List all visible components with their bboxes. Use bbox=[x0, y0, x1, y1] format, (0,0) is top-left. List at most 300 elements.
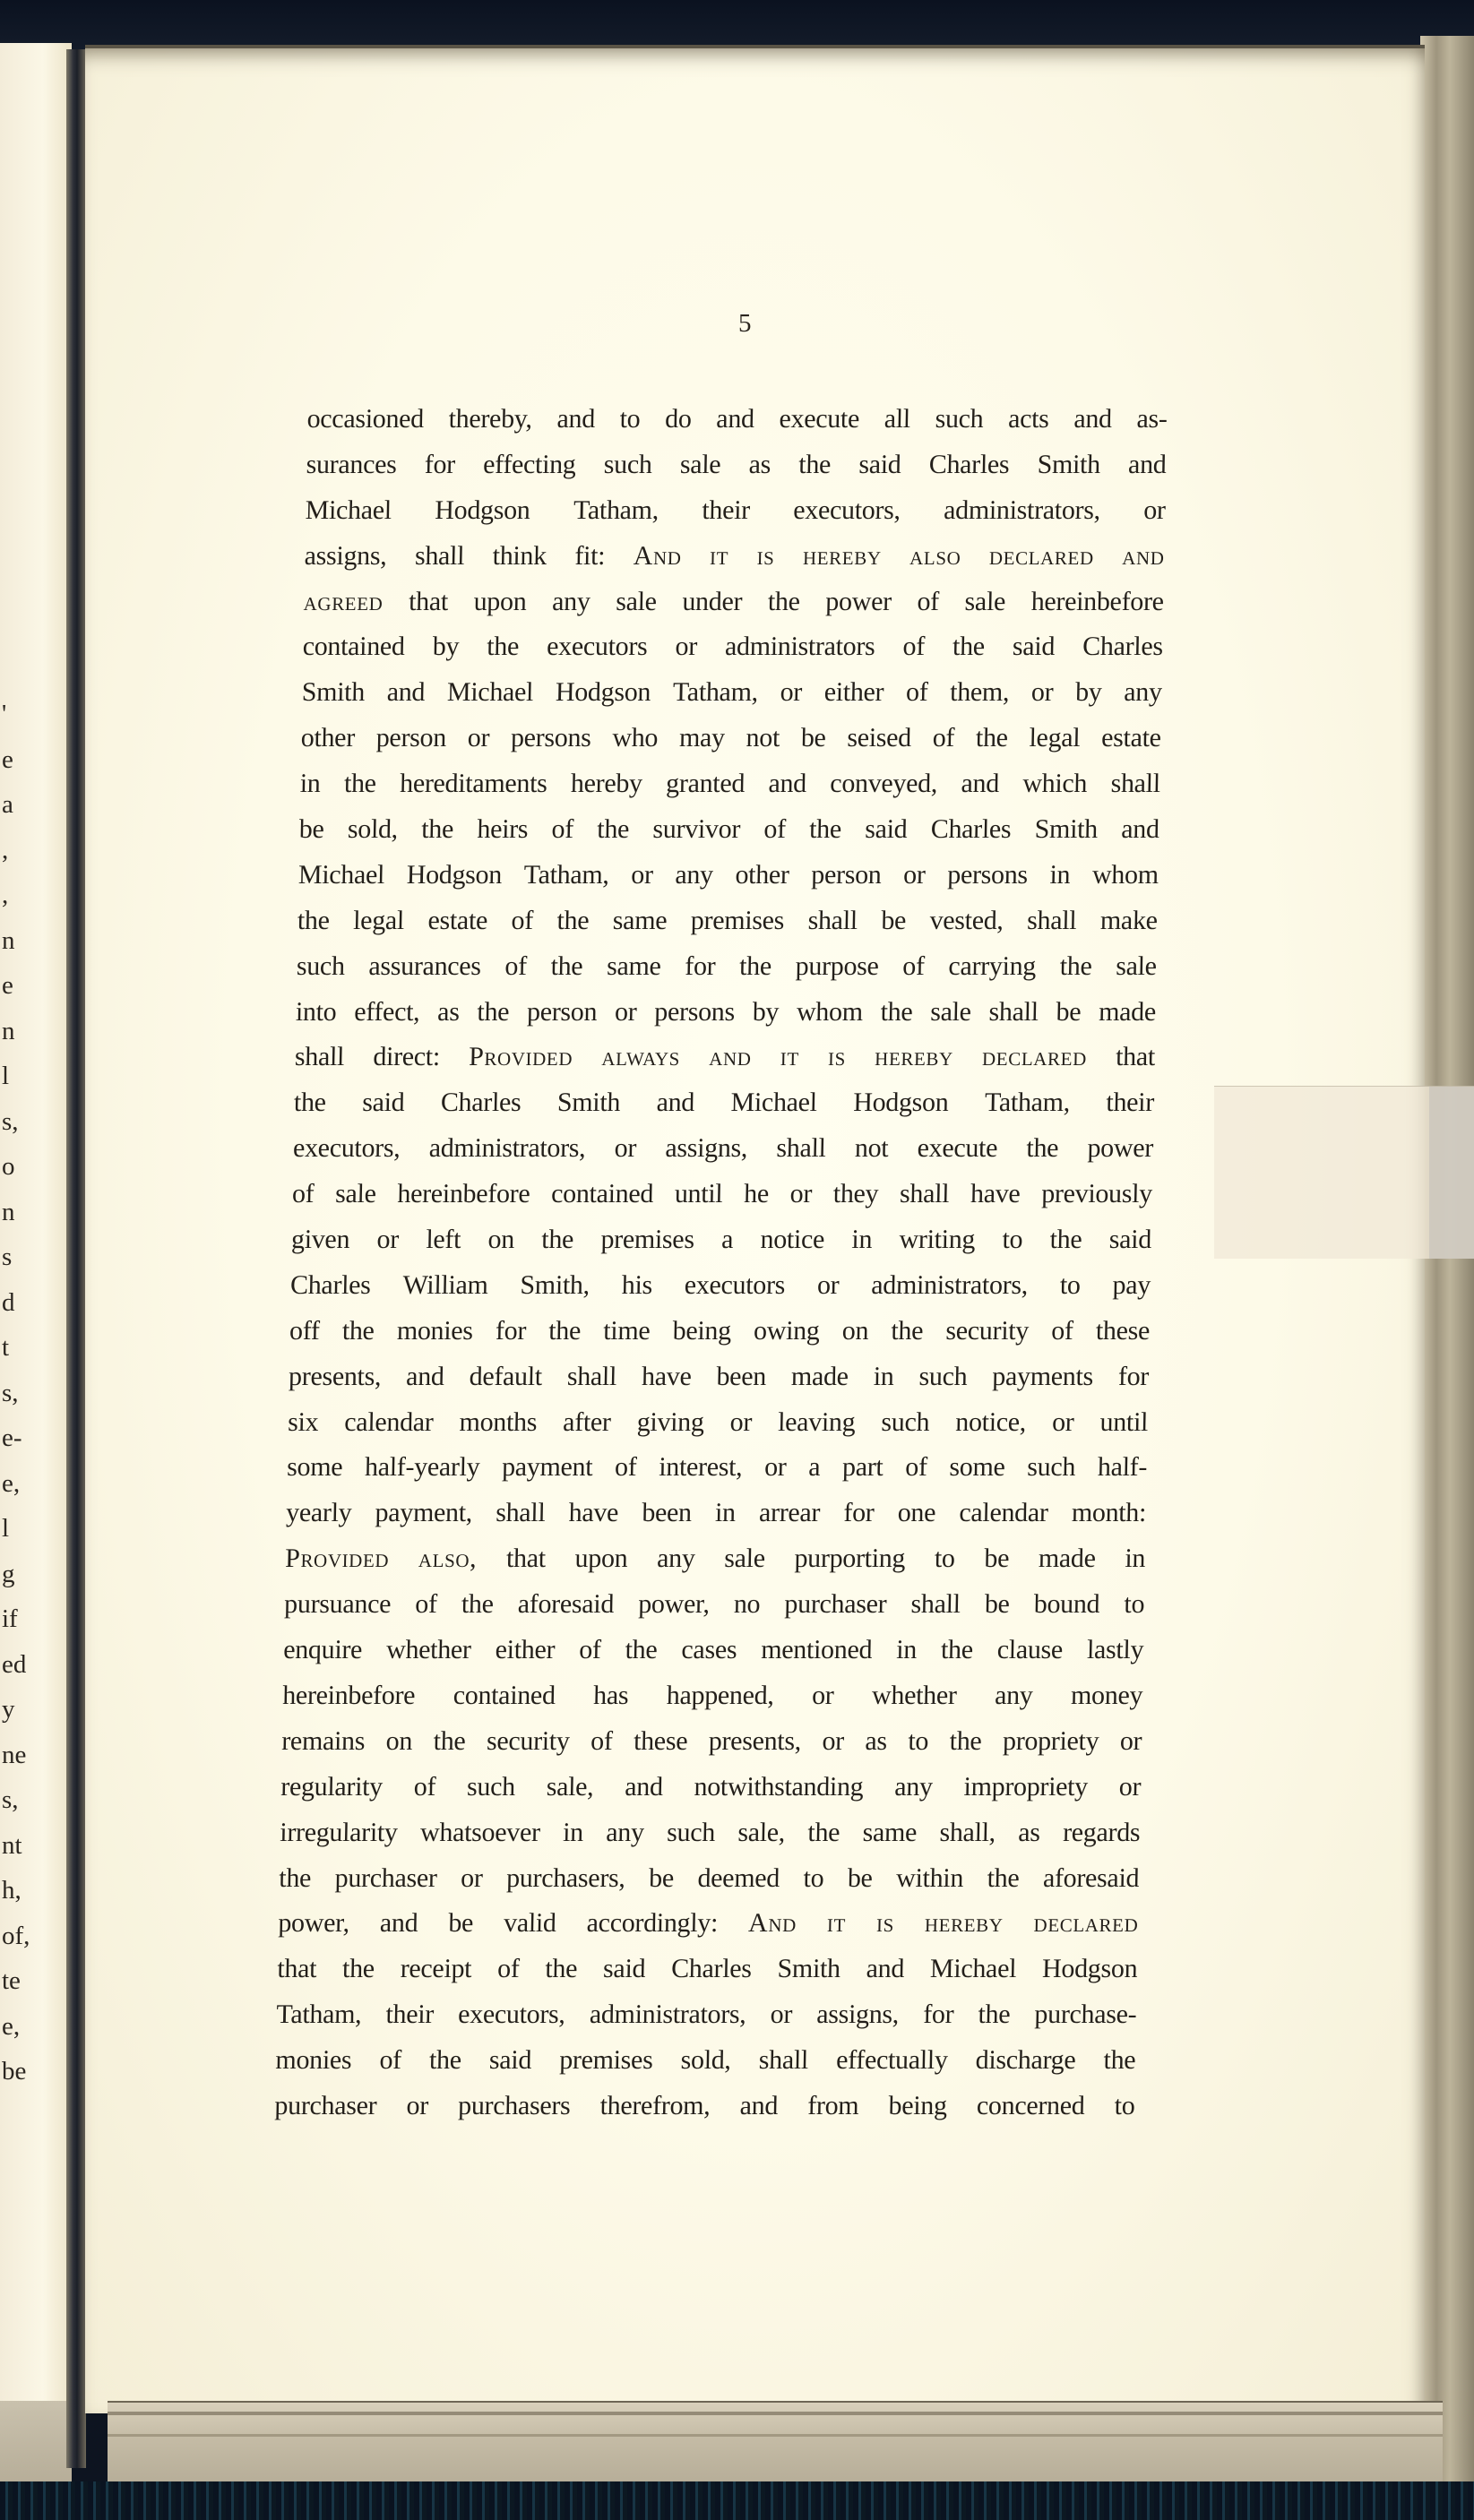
word: shall bbox=[758, 2045, 809, 2076]
word: and bbox=[768, 769, 807, 799]
word: or bbox=[789, 1179, 813, 1209]
word: for bbox=[1117, 1361, 1150, 1391]
word: the bbox=[880, 996, 913, 1027]
word: been bbox=[716, 1361, 767, 1391]
previous-page-text-fragment: y bbox=[2, 1695, 15, 1724]
word: and bbox=[716, 404, 755, 434]
word: half-yearly bbox=[364, 1452, 480, 1483]
word: administrators bbox=[724, 632, 875, 662]
text-line bbox=[301, 675, 1162, 721]
word: shall, bbox=[939, 1817, 996, 1847]
word: whether bbox=[385, 1635, 472, 1665]
word: person bbox=[375, 723, 447, 753]
word: acts bbox=[1007, 404, 1049, 434]
text-line bbox=[306, 402, 1168, 448]
word: Charles bbox=[930, 814, 1012, 845]
word: his bbox=[621, 1269, 653, 1300]
word: pay bbox=[1112, 1269, 1151, 1300]
word: of bbox=[904, 1452, 928, 1483]
word: to bbox=[934, 1544, 956, 1574]
word: these bbox=[633, 1725, 688, 1756]
word: Hodgson bbox=[1041, 1954, 1138, 1984]
word: sold, bbox=[347, 814, 399, 845]
word: said bbox=[488, 2045, 532, 2076]
word: carrying bbox=[948, 950, 1037, 981]
word: or bbox=[1118, 1771, 1142, 1802]
text-line bbox=[299, 767, 1160, 813]
word: purchase- bbox=[1034, 2000, 1137, 2030]
word: same bbox=[606, 950, 661, 981]
word: sold, bbox=[680, 2045, 732, 2076]
word: administrators, bbox=[871, 1269, 1029, 1300]
word: them, bbox=[949, 677, 1010, 708]
word: and bbox=[379, 1908, 418, 1939]
word: Charles bbox=[670, 1954, 753, 1984]
previous-page-text-fragment: e bbox=[2, 744, 13, 774]
word: all bbox=[884, 404, 911, 434]
word: shall bbox=[495, 1498, 546, 1528]
word: the bbox=[477, 996, 510, 1027]
word: persons bbox=[510, 723, 591, 753]
word: being bbox=[672, 1315, 732, 1346]
word: sale bbox=[334, 1179, 376, 1209]
previous-page-text-fragment: l bbox=[2, 1062, 10, 1090]
word: thereby, bbox=[448, 404, 533, 434]
word: think bbox=[492, 540, 547, 571]
text-line bbox=[292, 1131, 1153, 1177]
word: after bbox=[562, 1406, 612, 1437]
small-caps-word: hereby bbox=[924, 1908, 1004, 1939]
word: half- bbox=[1097, 1452, 1148, 1483]
word: made bbox=[790, 1361, 849, 1391]
word: any bbox=[551, 586, 590, 616]
word: been bbox=[642, 1498, 693, 1528]
word: whom bbox=[1091, 859, 1159, 890]
word: pursuance bbox=[283, 1589, 392, 1620]
previous-page-edge bbox=[0, 43, 72, 2495]
text-line bbox=[291, 1177, 1152, 1223]
text-line bbox=[303, 585, 1164, 631]
word: propriety bbox=[1002, 1725, 1099, 1756]
word: legal bbox=[352, 905, 405, 935]
small-caps-word: always bbox=[601, 1042, 681, 1072]
word: that bbox=[505, 1544, 547, 1574]
word: William bbox=[402, 1269, 488, 1300]
word: of bbox=[415, 1589, 438, 1620]
word: have bbox=[568, 1498, 619, 1528]
word: the bbox=[541, 1225, 574, 1255]
word: Hodgson bbox=[406, 859, 503, 890]
word: month: bbox=[1071, 1498, 1147, 1528]
word: executors, bbox=[457, 2000, 566, 2030]
word: assigns, bbox=[815, 2000, 900, 2030]
word: any bbox=[994, 1680, 1033, 1710]
word: the bbox=[987, 1862, 1020, 1893]
word: said bbox=[858, 449, 901, 479]
word: of bbox=[413, 1771, 436, 1802]
word: of bbox=[932, 723, 955, 753]
word: monies bbox=[275, 2045, 352, 2076]
word: such bbox=[603, 449, 652, 479]
word: power bbox=[1087, 1133, 1154, 1164]
word: be bbox=[448, 1908, 474, 1939]
word: such bbox=[666, 1817, 716, 1847]
small-caps-word: declared bbox=[981, 1042, 1088, 1072]
small-caps-word: hereby bbox=[874, 1042, 954, 1072]
previous-page-text-fragment: s, bbox=[2, 1785, 19, 1814]
word: concerned bbox=[976, 2090, 1085, 2120]
word: the bbox=[891, 1315, 924, 1346]
word: default bbox=[469, 1361, 543, 1391]
word: in bbox=[562, 1817, 584, 1847]
word: to bbox=[1114, 2090, 1135, 2120]
word: the bbox=[545, 1954, 578, 1984]
text-line bbox=[281, 1724, 1142, 1770]
text-line bbox=[280, 1816, 1141, 1862]
word: sale, bbox=[737, 1817, 786, 1847]
word: seised bbox=[847, 723, 912, 753]
word: to bbox=[1124, 1589, 1145, 1620]
word: be bbox=[984, 1544, 1010, 1574]
text-line bbox=[300, 721, 1161, 767]
word: whatsoever bbox=[419, 1817, 541, 1847]
word: time bbox=[603, 1315, 651, 1346]
small-caps-word: Provided bbox=[468, 1042, 573, 1072]
word: the bbox=[341, 1954, 375, 1984]
text-line bbox=[297, 858, 1159, 904]
text-line bbox=[289, 1360, 1150, 1406]
word: other bbox=[300, 723, 356, 753]
word: to bbox=[1059, 1269, 1081, 1300]
word: hereinbefore bbox=[397, 1179, 530, 1209]
word: cases bbox=[681, 1635, 737, 1665]
previous-page-text-fragment: d bbox=[2, 1287, 15, 1317]
word: months bbox=[459, 1406, 538, 1437]
body-text bbox=[274, 402, 1168, 2135]
word: no bbox=[733, 1589, 761, 1620]
word: Smith bbox=[777, 1954, 841, 1984]
word: owing bbox=[753, 1315, 820, 1346]
small-caps-word: it bbox=[709, 540, 729, 571]
text-line bbox=[289, 1314, 1150, 1360]
word: the bbox=[1026, 1133, 1059, 1164]
word: contained bbox=[302, 632, 405, 662]
word: by bbox=[432, 632, 460, 662]
text-line bbox=[279, 1862, 1140, 1907]
word: Michael bbox=[446, 677, 534, 708]
word: said bbox=[865, 814, 908, 845]
word: and bbox=[739, 2090, 779, 2120]
word: or bbox=[675, 632, 698, 662]
word: said bbox=[1012, 632, 1056, 662]
word: or bbox=[811, 1680, 834, 1710]
word: hereinbefore bbox=[281, 1680, 416, 1710]
previous-page-text-fragment: e- bbox=[2, 1423, 22, 1452]
word: have bbox=[970, 1179, 1021, 1209]
word: the bbox=[952, 632, 986, 662]
word: vested, bbox=[929, 905, 1004, 935]
text-line bbox=[274, 2089, 1135, 2135]
word: regards bbox=[1062, 1817, 1141, 1847]
word: their bbox=[385, 2000, 435, 2030]
word: fit: bbox=[574, 540, 606, 571]
word: the bbox=[343, 769, 377, 799]
text-line bbox=[287, 1450, 1148, 1496]
word: their bbox=[1106, 1088, 1155, 1118]
word: Smith bbox=[1037, 449, 1101, 479]
word: or bbox=[406, 2090, 429, 2120]
word: one bbox=[897, 1498, 936, 1528]
word: some bbox=[286, 1452, 343, 1483]
word: of bbox=[496, 1954, 520, 1984]
word: sale bbox=[615, 586, 658, 616]
word: valid bbox=[503, 1908, 556, 1939]
word: and bbox=[961, 769, 1000, 799]
word: or bbox=[729, 1406, 753, 1437]
word: clause bbox=[996, 1635, 1064, 1665]
word: aforesaid bbox=[517, 1589, 615, 1620]
word: the bbox=[978, 2000, 1011, 2030]
previous-page-text-fragment: nt bbox=[2, 1830, 22, 1860]
small-caps-word: And bbox=[747, 1908, 797, 1939]
word: purchasers bbox=[457, 2090, 571, 2120]
word: the bbox=[767, 586, 801, 616]
text-line bbox=[283, 1633, 1144, 1679]
word: the bbox=[1049, 1225, 1082, 1255]
scan-backdrop-bottom bbox=[0, 2481, 1474, 2520]
word: and bbox=[1073, 404, 1113, 434]
word: shall bbox=[566, 1361, 617, 1391]
word: made bbox=[1098, 996, 1157, 1027]
word: heirs bbox=[477, 814, 529, 845]
word: upon bbox=[574, 1544, 628, 1574]
word: impropriety bbox=[963, 1771, 1089, 1802]
previous-page-text-fragment: l bbox=[2, 1514, 10, 1543]
word: assigns, bbox=[665, 1133, 748, 1164]
previous-page-text-fragment: o bbox=[2, 1152, 15, 1181]
word: such bbox=[881, 1406, 930, 1437]
text-line bbox=[304, 539, 1165, 585]
word: power, bbox=[637, 1589, 711, 1620]
word: sale bbox=[964, 586, 1006, 616]
text-line bbox=[276, 1998, 1137, 2043]
word: or bbox=[467, 723, 490, 753]
word: sale bbox=[679, 449, 721, 479]
word: Charles bbox=[440, 1088, 522, 1118]
word: executors bbox=[684, 1269, 786, 1300]
word: on bbox=[385, 1725, 413, 1756]
previous-page-text-fragment: a bbox=[2, 790, 13, 819]
word: the bbox=[461, 1589, 494, 1620]
word: purchaser bbox=[334, 1862, 437, 1893]
word: given bbox=[290, 1225, 350, 1255]
text-line bbox=[289, 1269, 1151, 1314]
word: being bbox=[888, 2090, 948, 2120]
word: of bbox=[905, 677, 928, 708]
word: for bbox=[685, 950, 716, 981]
word: the bbox=[940, 1635, 974, 1665]
previous-page-bottom bbox=[0, 2401, 72, 2481]
previous-page-text-fragment: s, bbox=[2, 1106, 19, 1136]
word: has bbox=[592, 1680, 629, 1710]
word: the bbox=[975, 723, 1009, 753]
word: the bbox=[625, 1635, 658, 1665]
small-caps-word: it bbox=[780, 1042, 800, 1072]
word: and bbox=[556, 404, 596, 434]
small-caps-word: it bbox=[826, 1908, 847, 1939]
word: any bbox=[893, 1771, 934, 1802]
word: into bbox=[295, 996, 337, 1027]
word: shall bbox=[414, 540, 465, 571]
previous-page-text-fragment: ne bbox=[2, 1740, 27, 1769]
word: and bbox=[1120, 814, 1160, 845]
word: estate bbox=[427, 905, 488, 935]
word: sale, bbox=[546, 1771, 594, 1802]
text-line bbox=[296, 950, 1157, 995]
word: presents, bbox=[288, 1361, 382, 1391]
word: power bbox=[825, 586, 892, 616]
word: the bbox=[808, 814, 842, 845]
word: not bbox=[854, 1133, 889, 1164]
word: or bbox=[816, 1269, 840, 1300]
word: the bbox=[550, 950, 583, 981]
word: regularity bbox=[280, 1771, 384, 1802]
word: and bbox=[624, 1771, 664, 1802]
word: premises bbox=[690, 905, 785, 935]
word: for bbox=[495, 1315, 527, 1346]
word: of bbox=[578, 1635, 601, 1665]
word: or bbox=[822, 1725, 845, 1756]
word: shall bbox=[910, 1589, 961, 1620]
word: direct: bbox=[373, 1042, 441, 1072]
word: the bbox=[597, 814, 630, 845]
word: estate bbox=[1100, 723, 1162, 753]
word: same bbox=[612, 905, 668, 935]
word: as bbox=[865, 1725, 888, 1756]
word: Tatham, bbox=[276, 2000, 362, 2030]
word: Michael bbox=[297, 859, 385, 890]
word: Smith bbox=[301, 677, 366, 708]
word: same bbox=[862, 1817, 918, 1847]
word: arrear bbox=[758, 1498, 821, 1528]
word: discharge bbox=[975, 2045, 1076, 2076]
word: any bbox=[606, 1817, 645, 1847]
word: be bbox=[881, 905, 907, 935]
word: to bbox=[1002, 1225, 1023, 1255]
word: administrators, bbox=[428, 1133, 586, 1164]
word: the bbox=[738, 950, 772, 981]
word: in bbox=[895, 1635, 918, 1665]
word: on bbox=[841, 1315, 869, 1346]
word: in bbox=[1125, 1544, 1146, 1574]
word: monies bbox=[396, 1315, 474, 1346]
word: aforesaid bbox=[1042, 1862, 1140, 1893]
word: any bbox=[1123, 677, 1163, 708]
word: administrators, bbox=[943, 495, 1101, 525]
small-caps-word: And bbox=[633, 540, 682, 571]
word: be bbox=[800, 723, 826, 753]
word: upon bbox=[473, 586, 527, 616]
word: the bbox=[798, 449, 832, 479]
word: be bbox=[298, 814, 324, 845]
word: hereinbefore bbox=[1030, 586, 1165, 616]
word: be bbox=[648, 1862, 675, 1893]
word: assigns, bbox=[304, 540, 387, 571]
word: which bbox=[1022, 769, 1088, 799]
text-line bbox=[302, 630, 1163, 675]
word: as- bbox=[1136, 404, 1168, 434]
word: surances bbox=[306, 449, 397, 479]
word: of bbox=[902, 632, 926, 662]
previous-page-text-fragment: g bbox=[2, 1559, 15, 1588]
word: said bbox=[602, 1954, 646, 1984]
previous-page-text-fragment: s bbox=[2, 1243, 13, 1271]
word: or bbox=[902, 859, 926, 890]
previous-page-text-fragment: be bbox=[2, 2057, 27, 2086]
word: persons bbox=[654, 996, 736, 1027]
word: persons bbox=[946, 859, 1029, 890]
text-line bbox=[294, 1040, 1155, 1086]
word: calendar bbox=[344, 1406, 434, 1437]
word: security bbox=[945, 1315, 1030, 1346]
word: executors, bbox=[292, 1133, 401, 1164]
word: Charles bbox=[928, 449, 1010, 479]
word: Hodgson bbox=[852, 1088, 949, 1118]
word: for bbox=[843, 1498, 875, 1528]
word: granted bbox=[665, 769, 746, 799]
word: previously bbox=[1040, 1179, 1153, 1209]
word: notice, bbox=[955, 1406, 1027, 1437]
previous-page-text-fragment: if bbox=[2, 1604, 18, 1633]
word: to bbox=[619, 404, 641, 434]
word: Michael bbox=[929, 1954, 1017, 1984]
previous-page-text-fragment: t bbox=[2, 1333, 10, 1362]
word: that bbox=[408, 586, 449, 616]
previous-page-text-fragment: of, bbox=[2, 1921, 30, 1950]
word: until bbox=[674, 1179, 723, 1209]
word: executors bbox=[546, 632, 648, 662]
word: or bbox=[1119, 1725, 1142, 1756]
word: not bbox=[746, 723, 780, 753]
word: enquire bbox=[282, 1635, 363, 1665]
word: or bbox=[770, 2000, 793, 2030]
small-caps-word: Provided bbox=[284, 1544, 390, 1574]
word: may bbox=[678, 723, 726, 753]
word: the bbox=[1059, 950, 1092, 981]
word: until bbox=[1099, 1406, 1149, 1437]
previous-page-text-fragment: ' bbox=[2, 700, 7, 728]
word: power, bbox=[278, 1908, 350, 1939]
previous-page-text-fragment: s, bbox=[2, 1378, 19, 1407]
word: they bbox=[832, 1179, 879, 1209]
word: the bbox=[486, 632, 520, 662]
word: calendar bbox=[959, 1498, 1048, 1528]
word: happened, bbox=[666, 1680, 774, 1710]
word: premises bbox=[558, 2045, 653, 2076]
word: as bbox=[1018, 1817, 1041, 1847]
word: and bbox=[1127, 449, 1167, 479]
text-line bbox=[298, 813, 1159, 858]
word: Tatham, bbox=[984, 1088, 1071, 1118]
word: of bbox=[511, 905, 534, 935]
word: their bbox=[702, 495, 751, 525]
word: or bbox=[1030, 677, 1054, 708]
word: any bbox=[656, 1544, 695, 1574]
previous-page-text-fragment: n bbox=[2, 925, 15, 955]
word: executors, bbox=[792, 495, 901, 525]
word: such bbox=[1027, 1452, 1076, 1483]
word: the bbox=[1103, 2045, 1136, 2076]
